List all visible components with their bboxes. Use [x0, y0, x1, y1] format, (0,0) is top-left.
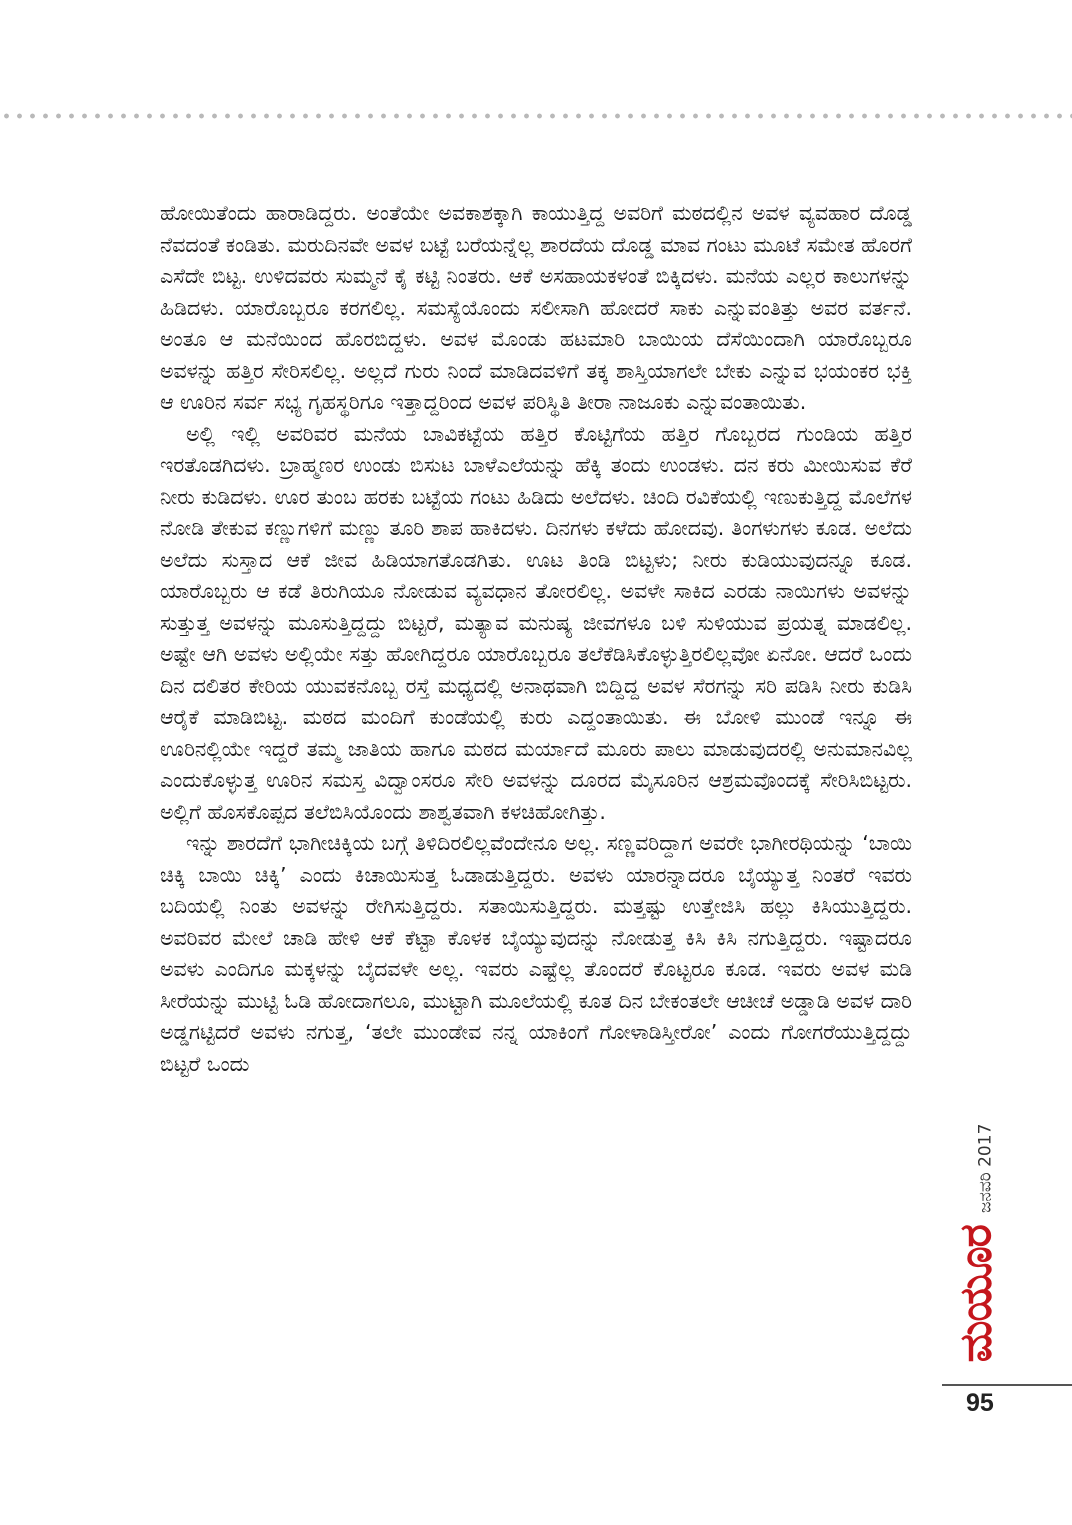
paragraph-2: ಅಲ್ಲಿ ಇಲ್ಲಿ ಅವರಿವರ ಮನೆಯ ಬಾವಿಕಟ್ಟೆಯ ಹತ್ತಿರ ಕೊಟ್ಟಿಗೆಯ ಹತ್ತಿರ ಗೊಬ್ಬರದ ಗುಂಡಿಯ ಹತ್ತಿರ ಇರತೊಡಗಿದಳು. ಬ್ರಾಹ್ಮಣರ ಉಂಡು ಬಿಸುಟ ಬಾಳೆಎಲೆಯನ್ನು ಹೆಕ್ಕಿ ತಂದು ಉಂಡಳು. ದನ ಕರು ಮೀಯಿಸುವ ಕೆರೆ ನೀರು ಕುಡಿದಳು. ಊರ ತುಂಬ ಹರಕು ಬಟ್ಟೆಯ ಗಂಟು ಹಿಡಿದು ಅಲೆದಳು. ಚಿಂದಿ ರವಿಕೆಯಲ್ಲಿ ಇಣುಕುತ್ತಿದ್ದ ಮೊಲೆಗಳ ನೋಡಿ ತೇಕುವ ಕಣ್ಣುಗಳಿಗೆ ಮಣ್ಣು ತೂರಿ ಶಾಪ ಹಾಕಿದಳು. ದಿನಗಳು ಕಳೆದು ಹೋದವು. ತಿಂಗಳುಗಳು ಕೂಡ. ಅಲೆದು ಅಲೆದು ಸುಸ್ತಾದ ಆಕೆ ಜೀವ ಹಿಡಿಯಾಗತೊಡಗಿತು. ಊಟ ತಿಂಡಿ ಬಿಟ್ಟಳು; ನೀರು ಕುಡಿಯುವುದನ್ನೂ ಕೂಡ. ಯಾರೊಬ್ಬರು ಆ ಕಡೆ ತಿರುಗಿಯೂ ನೋಡುವ ವ್ಯವಧಾನ ತೋರಲಿಲ್ಲ. ಅವಳೇ ಸಾಕಿದ ಎರಡು ನಾಯಿಗಳು ಅವಳನ್ನು ಸುತ್ತುತ್ತ ಅವಳನ್ನು ಮೂಸುತ್ತಿದ್ದದ್ದು ಬಿಟ್ಟರೆ, ಮತ್ಯಾವ ಮನುಷ್ಯ ಜೀವಗಳೂ ಬಳಿ ಸುಳಿಯುವ ಪ್ರಯತ್ನ ಮಾಡಲಿಲ್ಲ. ಅಷ್ಟೇ ಆಗಿ ಅವಳು ಅಲ್ಲಿಯೇ ಸತ್ತು ಹೋಗಿದ್ದರೂ ಯಾರೊಬ್ಬರೂ ತಲೆಕೆಡಿಸಿಕೊಳ್ಳುತ್ತಿರಲಿಲ್ಲವೋ ಏನೋ. ಆದರೆ ಒಂದು ದಿನ ದಲಿತರ ಕೇರಿಯ ಯುವಕನೊಬ್ಬ ರಸ್ತೆ ಮಧ್ಯದಲ್ಲಿ ಅನಾಥವಾಗಿ ಬಿದ್ದಿದ್ದ ಅವಳ ಸೆರಗನ್ನು ಸರಿ ಪಡಿಸಿ ನೀರು ಕುಡಿಸಿ ಆರೈಕೆ ಮಾಡಿಬಿಟ್ಟ. ಮಠದ ಮಂದಿಗೆ ಕುಂಡೆಯಲ್ಲಿ ಕುರು ಎದ್ದಂತಾಯಿತು. ಈ ಬೋಳಿ ಮುಂಡೆ ಇನ್ನೂ ಈ ಊರಿನಲ್ಲಿಯೇ ಇದ್ದರೆ ತಮ್ಮ ಜಾತಿಯ ಹಾಗೂ ಮಠದ ಮರ್ಯಾದೆ ಮೂರು ಪಾಲು ಮಾಡುವುದರಲ್ಲಿ ಅನುಮಾನವಿಲ್ಲ ಎಂದುಕೊಳ್ಳುತ್ತ ಊರಿನ ಸಮಸ್ತ ವಿದ್ವಾಂಸರೂ ಸೇರಿ ಅವಳನ್ನು ದೂರದ ಮೈಸೂರಿನ ಆಶ್ರಮವೊಂದಕ್ಕೆ ಸೇರಿಸಿಬಿಟ್ಟರು. ಅಲ್ಲಿಗೆ ಹೊಸಕೊಪ್ಪದ ತಲೆಬಿಸಿಯೊಂದು ಶಾಶ್ವತವಾಗಿ ಕಳಚಿಹೋಗಿತ್ತು. [160, 421, 912, 824]
dotted-divider [0, 112, 1072, 120]
page-number: 95 [966, 1389, 994, 1417]
magazine-logo: ಮಯೂರ [950, 1225, 1002, 1363]
issue-date: ಜನವರಿ 2017 [975, 1123, 996, 1214]
magazine-sidebar [946, 1110, 1006, 1376]
paragraph-1: ಹೋಯಿತೆಂದು ಹಾರಾಡಿದ್ದರು. ಅಂತೆಯೇ ಅವಕಾಶಕ್ಕಾಗಿ ಕಾಯುತ್ತಿದ್ದ ಅವರಿಗೆ ಮಠದಲ್ಲಿನ ಅವಳ ವ್ಯವಹಾರ ದೊಡ್ಡ ನೆವದಂತೆ ಕಂಡಿತು. ಮರುದಿನವೇ ಅವಳ ಬಟ್ಟೆ ಬರೆಯನ್ನೆಲ್ಲ ಶಾರದೆಯ ದೊಡ್ಡ ಮಾವ ಗಂಟು ಮೂಟೆ ಸಮೇತ ಹೊರಗೆ ಎಸೆದೇ ಬಿಟ್ಟ. ಉಳಿದವರು ಸುಮ್ಮನೆ ಕೈ ಕಟ್ಟಿ ನಿಂತರು. ಆಕೆ ಅಸಹಾಯಕಳಂತೆ ಬಿಕ್ಕಿದಳು. ಮನೆಯ ಎಲ್ಲರ ಕಾಲುಗಳನ್ನು ಹಿಡಿದಳು. ಯಾರೊಬ್ಬರೂ ಕರಗಲಿಲ್ಲ. ಸಮಸ್ಯೆಯೊಂದು ಸಲೀಸಾಗಿ ಹೋದರೆ ಸಾಕು ಎನ್ನುವಂತಿತ್ತು ಅವರ ವರ್ತನೆ. ಅಂತೂ ಆ ಮನೆಯಿಂದ ಹೊರಬಿದ್ದಳು. ಅವಳ ಮೊಂಡು ಹಟಮಾರಿ ಬಾಯಿಯ ದೆಸೆಯಿಂದಾಗಿ ಯಾರೊಬ್ಬರೂ ಅವಳನ್ನು ಹತ್ತಿರ ಸೇರಿಸಲಿಲ್ಲ. ಅಲ್ಲದೆ ಗುರು ನಿಂದೆ ಮಾಡಿದವಳಿಗೆ ತಕ್ಕ ಶಾಸ್ತಿಯಾಗಲೇ ಬೇಕು ಎನ್ನುವ ಭಯಂಕರ ಭಕ್ತಿ ಆ ಊರಿನ ಸರ್ವ ಸಭ್ಯ ಗೃಹಸ್ಥರಿಗೂ ಇತ್ತಾದ್ದರಿಂದ ಅವಳ ಪರಿಸ್ಥಿತಿ ತೀರಾ ನಾಜೂಕು ಎನ್ನುವಂತಾಯಿತು. [160, 201, 912, 414]
footer-rule [942, 1384, 1072, 1386]
paragraph-3: ಇನ್ನು ಶಾರದೆಗೆ ಭಾಗೀಚಿಕ್ಕಿಯ ಬಗ್ಗೆ ತಿಳಿದಿರಲಿಲ್ಲವೆಂದೇನೂ ಅಲ್ಲ. ಸಣ್ಣವರಿದ್ದಾಗ ಅವರೇ ಭಾಗೀರಥಿಯನ್ನು ‘ಬಾಯಿ ಚಿಕ್ಕಿ ಬಾಯಿ ಚಿಕ್ಕಿ’ ಎಂದು ಕಿಚಾಯಿಸುತ್ತ ಓಡಾಡುತ್ತಿದ್ದರು. ಅವಳು ಯಾರನ್ನಾದರೂ ಬೈಯ್ಯುತ್ತ ನಿಂತರೆ ಇವರು ಬದಿಯಲ್ಲಿ ನಿಂತು ಅವಳನ್ನು ರೇಗಿಸುತ್ತಿದ್ದರು. ಸತಾಯಿಸುತ್ತಿದ್ದರು. ಮತ್ತಷ್ಟು ಉತ್ತೇಜಿಸಿ ಹಲ್ಲು ಕಿಸಿಯುತ್ತಿದ್ದರು. ಅವರಿವರ ಮೇಲೆ ಚಾಡಿ ಹೇಳಿ ಆಕೆ ಕೆಟ್ಟಾ ಕೊಳಕ ಬೈಯ್ಯುವುದನ್ನು ನೋಡುತ್ತ ಕಿಸಿ ಕಿಸಿ ನಗುತ್ತಿದ್ದರು. ಇಷ್ಟಾದರೂ ಅವಳು ಎಂದಿಗೂ ಮಕ್ಕಳನ್ನು ಬೈದವಳೇ ಅಲ್ಲ. ಇವರು ಎಷ್ಟೆಲ್ಲ ತೊಂದರೆ ಕೊಟ್ಟರೂ ಕೂಡ. ಇವರು ಅವಳ ಮಡಿ ಸೀರೆಯನ್ನು ಮುಟ್ಟಿ ಓಡಿ ಹೋದಾಗಲೂ, ಮುಟ್ಟಾಗಿ ಮೂಲೆಯಲ್ಲಿ ಕೂತ ದಿನ ಬೇಕಂತಲೇ ಆಚೀಚೆ ಅಡ್ಡಾಡಿ ಅವಳ ದಾರಿ ಅಡ್ಡಗಟ್ಟಿದರೆ ಅವಳು ನಗುತ್ತ, ‘ತಲೇ ಮುಂಡೇವ ನನ್ನ ಯಾಕಿಂಗೆ ಗೋಳಾಡಿಸ್ತೀರೋ’ ಎಂದು ಗೋಗರೆಯುತ್ತಿದ್ದದ್ದು ಬಿಟ್ಟರೆ ಒಂದು [160, 831, 912, 1076]
article-body [160, 198, 912, 1080]
